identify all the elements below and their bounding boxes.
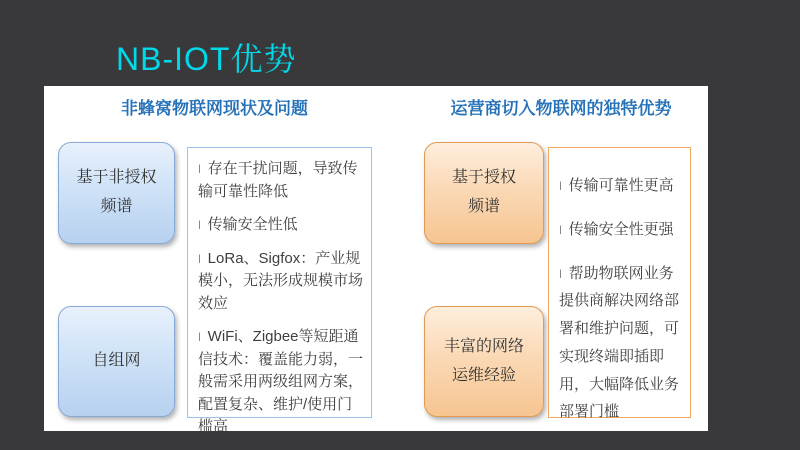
box-label-line: 丰富的网络 — [443, 337, 524, 355]
bullet-marker: l — [198, 162, 201, 176]
list-item — [559, 172, 682, 200]
list-item — [198, 248, 363, 316]
left-issues-list — [187, 147, 372, 435]
slide-title: NB-IOT优势 — [116, 41, 297, 77]
list-item-text: 存在干扰问题，导致传输可靠性降低 — [198, 160, 358, 200]
concept-box-adhoc-network — [58, 306, 175, 417]
slide-content-panel — [44, 86, 708, 435]
list-item — [198, 214, 363, 237]
list-item — [559, 216, 682, 244]
bullet-marker: l — [198, 218, 201, 232]
list-item-text: 传输安全性更强 — [568, 220, 674, 238]
box-label-line: 运维经验 — [451, 366, 516, 384]
bullet-marker: l — [559, 179, 562, 193]
concept-box-licensed-spectrum — [424, 142, 544, 244]
list-item-text: 传输可靠性更高 — [568, 177, 674, 194]
list-item-text: 传输安全性低 — [207, 216, 298, 233]
list-item — [198, 326, 363, 439]
right-advantages-list — [548, 147, 691, 421]
right-column-header: 运营商切入物联网的独特优势 — [450, 99, 672, 118]
box-label-line: 基于非授权 — [76, 169, 157, 187]
concept-box-network-experience — [424, 306, 544, 417]
list-item-text: WiFi、Zigbee等短距通信技术：覆盖能力弱，一般需采用两级组网方案，配置复杂、维护/使用门槛高 — [198, 328, 364, 435]
box-label-line: 自组网 — [92, 352, 141, 370]
list-item — [198, 158, 363, 203]
list-item — [559, 260, 682, 427]
concept-box-unlicensed-spectrum — [58, 142, 175, 244]
list-item-text: 帮助物联网业务提供商解决网络部署和维护问题，可实现终端即插即用，大幅降低业务部署门槛 — [559, 264, 680, 421]
bullet-marker: l — [559, 222, 562, 237]
left-column-header: 非蜂窝物联网现状及问题 — [121, 99, 308, 118]
bullet-marker: l — [198, 251, 201, 266]
bullet-marker: l — [559, 266, 562, 281]
box-label-line: 频谱 — [100, 198, 133, 215]
box-label-line: 基于授权 — [451, 169, 516, 187]
bullet-marker: l — [198, 330, 201, 344]
box-label-line: 频谱 — [467, 198, 500, 215]
list-item-text: LoRa、Sigfox：产业规模小，无法形成规模市场效应 — [198, 249, 364, 312]
